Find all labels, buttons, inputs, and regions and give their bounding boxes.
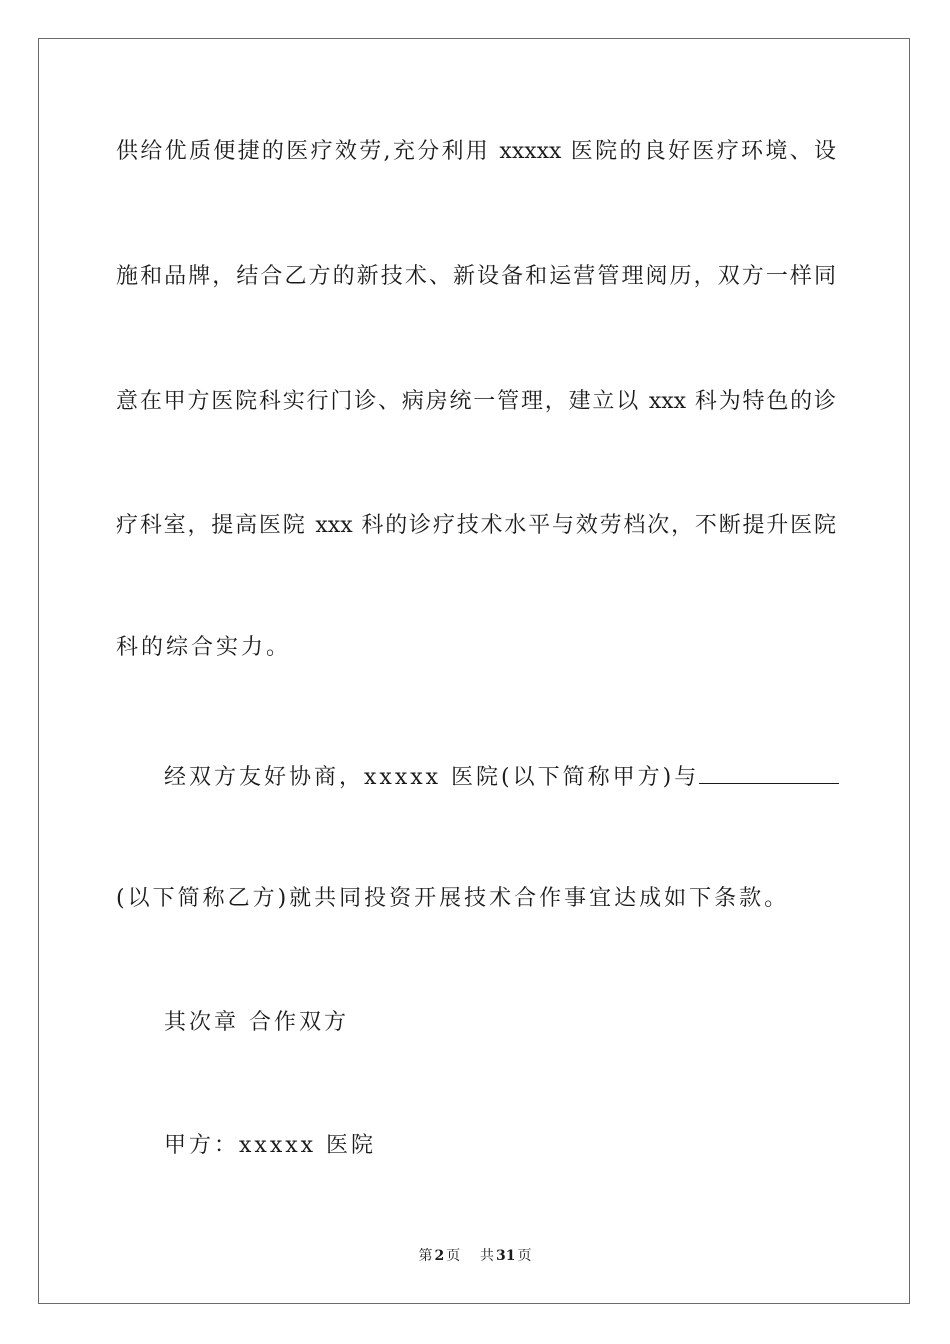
page-footer [0, 1247, 950, 1265]
body-line-5: 科的综合实力。 [116, 635, 292, 660]
page-frame [38, 38, 910, 1304]
fill-in-blank[interactable] [699, 761, 839, 784]
paragraph-2-line-2: (以下简称乙方)就共同投资开展技术合作事宜达成如下条款。 [116, 886, 790, 911]
body-line-3: 意在甲方医院科实行门诊、病房统一管理，建立以 xxx 科为特色的诊 [116, 389, 836, 414]
paragraph-2-text: 经双方友好协商，xxxxx 医院(以下简称甲方)与 [164, 765, 700, 790]
footer-total-suffix: 页 [517, 1248, 532, 1264]
footer-total-pages: 31 [496, 1248, 516, 1264]
paragraph-2-line-1 [164, 761, 836, 793]
body-line-1: 供给优质便捷的医疗效劳,充分利用 xxxxx 医院的良好医疗环境、设 [116, 139, 836, 164]
chapter-heading: 其次章 合作双方 [164, 1010, 349, 1035]
footer-total-prefix: 共 [480, 1248, 495, 1264]
footer-page-suffix: 页 [446, 1248, 461, 1264]
body-line-2: 施和品牌，结合乙方的新技术、新设备和运营管理阅历，双方一样同 [116, 264, 836, 289]
party-a-line: 甲方：xxxxx 医院 [164, 1133, 377, 1158]
footer-page-prefix: 第 [418, 1248, 433, 1264]
footer-page-number: 2 [434, 1248, 445, 1264]
body-line-4: 疗科室，提高医院 xxx 科的诊疗技术水平与效劳档次，不断提升医院 [116, 513, 836, 538]
